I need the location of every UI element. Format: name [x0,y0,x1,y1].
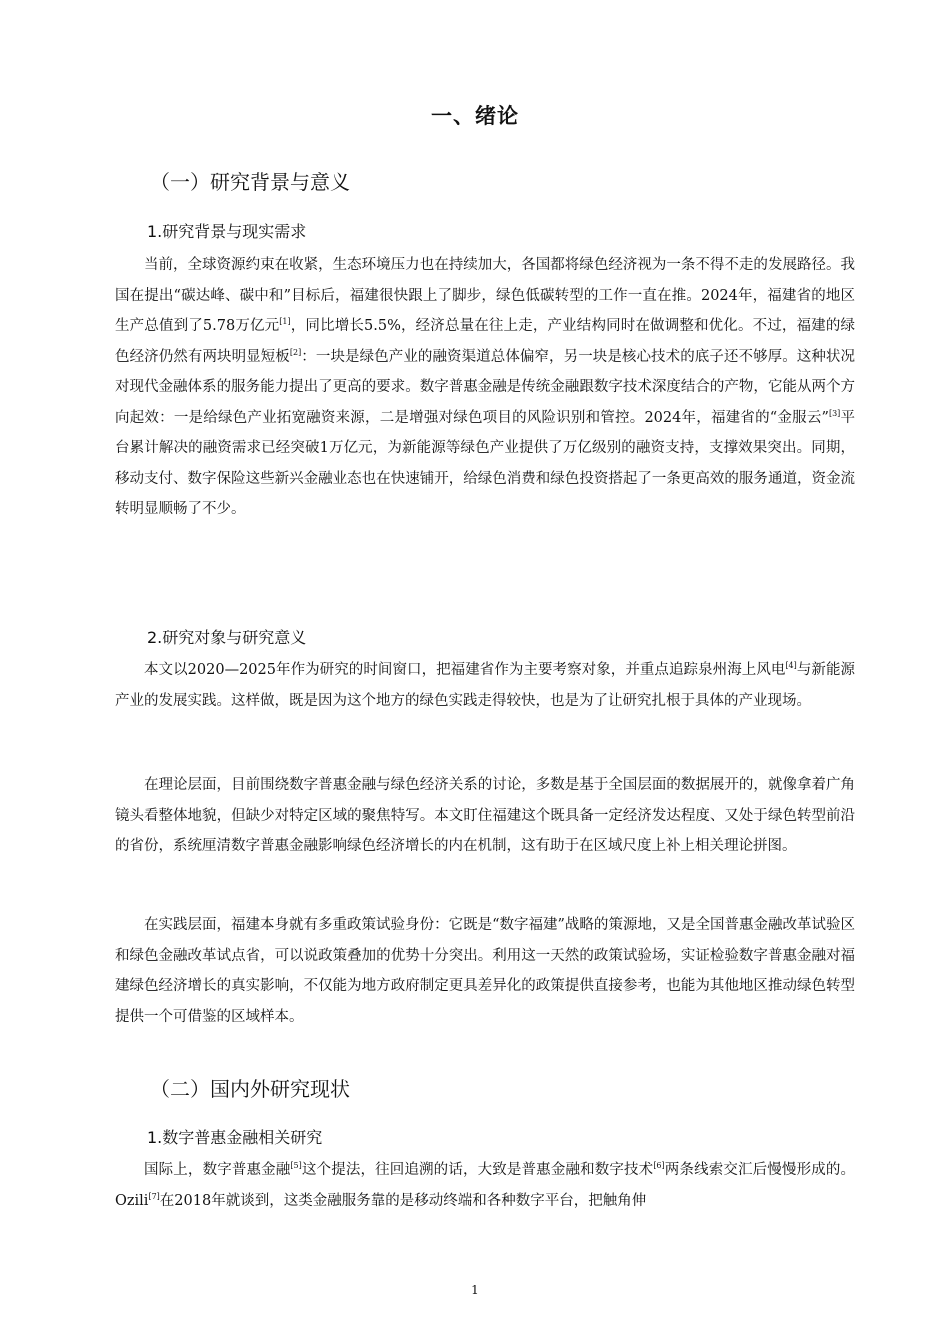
paragraph-text-run: 两条线索交汇后慢慢形成的。Ozili [115,1162,856,1209]
section-title-background: （一）研究背景与意义 [150,170,350,194]
paragraph-text-run: 这个提法，往回追溯的话，大致是普惠金融和数字技术 [301,1162,654,1178]
citation-marker: [2] [289,347,302,357]
paragraph-text-run: 本文以2020—2025年作为研究的时间窗口，把福建省作为主要考察对象，并重点追踪泉州海上风电 [144,662,786,678]
paragraph-digital-finance-research [115,1155,855,1216]
citation-marker: [4] [785,661,797,671]
paragraph-text-run: 平台累计解决的融资需求已经突破1万亿元，为新能源等绿色产业提供了万亿级别的融资支持，支撑效果突出。同期，移动支付、数字保险这些新兴金融业态也在快速铺开，给绿色消费和绿色投资搭起了一条更高效的服务通道，资金流转明显顺畅了不少。 [115,409,856,517]
paragraph-text-run: ：一块是绿色产业的融资渠道总体偏窄，另一块是核心技术的底子还不够厚。这种状况对现代金融体系的服务能力提出了更高的要求。数字普惠金融是传统金融跟数字技术深度结合的产物，它能从两个方向起效：一是给绿色产业拓宽融资来源，二是增强对绿色项目的风险识别和管控。2024年，福建省的“金服云” [115,348,856,426]
citation-marker: [1] [279,317,291,327]
paragraph-text-run: 与新能源产业的发展实践。这样做，既是因为这个地方的绿色实践走得较快，也是为了让研究扎根于具体的产业现场。 [115,662,855,709]
subsection-title-digital-finance-research: 1.数字普惠金融相关研究 [147,1128,323,1147]
paragraph-text-run: 在理论层面，目前围绕数字普惠金融与绿色经济关系的讨论，多数是基于全国层面的数据展开的，就像拿着广角镜头看整体地貌，但缺少对特定区域的聚焦特写。本文盯住福建这个既具备一定经济发达程度、又处于绿色转型前沿的省份，系统厘清数字普惠金融影响绿色经济增长的内在机制，这有助于在区域尺度上补上相关理论拼图。 [115,777,855,854]
citation-marker: [3] [828,408,841,418]
citation-marker: [6] [653,1161,665,1171]
paragraph-background [115,250,855,525]
paragraph-text-run: 当前，全球资源约束在收紧，生态环境压力也在持续加大，各国都将绿色经济视为一条不得不走的发展路径。我国在提出“碳达峰、碳中和”目标后，福建很快跟上了脚步，绿色低碳转型的工作一直在推。2024年，福建省的地区生产总值到了5.78万亿元 [115,257,855,334]
paragraph-practical-significance [115,910,855,1032]
paragraph-research-object [115,655,855,716]
paragraph-text-run: ，同比增长5.5%，经济总量在往上走，产业结构同时在做调整和优化。不过，福建的绿色经济仍然有两块明显短板 [115,318,855,365]
paragraph-text-run: 国际上，数字普惠金融 [144,1162,291,1178]
paragraph-text-run: 在实践层面，福建本身就有多重政策试验身份：它既是“数字福建”战略的策源地，又是全国普惠金融改革试验区和绿色金融改革试点省，可以说政策叠加的优势十分突出。利用这一天然的政策试验场，实证检验数字普惠金融对福建绿色经济增长的真实影响，不仅能为地方政府制定更具差异化的政策提供直接参考，也能为其他地区推动绿色转型提供一个可借鉴的区域样本。 [115,917,855,1025]
citation-marker: [7] [148,1191,160,1201]
chapter-title: 一、绪论 [431,104,519,128]
paragraph-theoretical-significance [115,770,855,862]
subsection-title-background-needs: 1.研究背景与现实需求 [147,222,307,241]
citation-marker: [5] [290,1161,302,1171]
paragraph-text-run: 在2018年就谈到，这类金融服务靠的是移动终端和各种数字平台，把触角伸 [159,1192,647,1209]
page-number: 1 [471,1283,479,1297]
section-title-research-status: （二）国内外研究现状 [150,1077,350,1101]
subsection-title-object-significance: 2.研究对象与研究意义 [147,628,307,647]
